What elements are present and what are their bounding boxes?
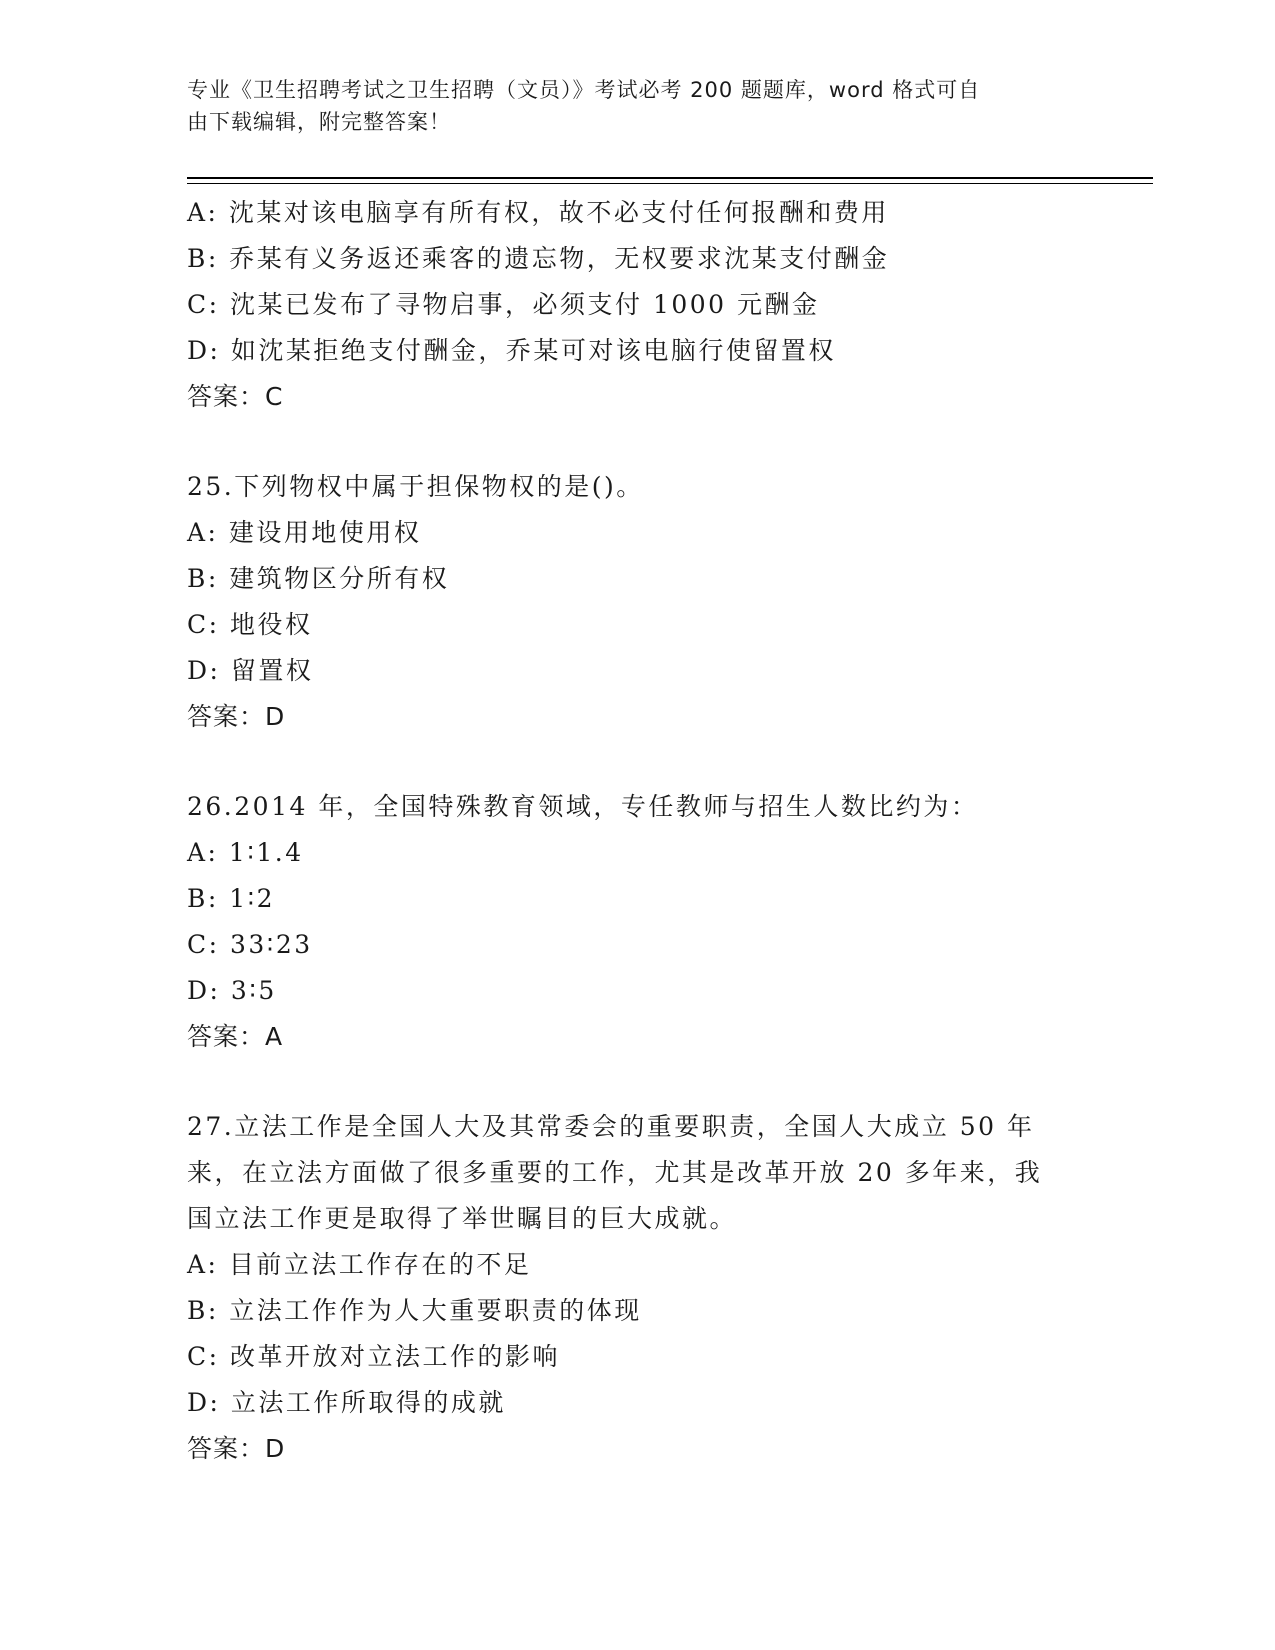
header-rule-thin bbox=[187, 183, 1153, 184]
header-line-1: 专业《卫生招聘考试之卫生招聘（文员）》考试必考 200 题题库，word 格式可自 bbox=[187, 78, 981, 102]
option-d: D: 留置权 bbox=[187, 656, 314, 685]
answer: 答案：A bbox=[187, 1022, 284, 1051]
question-text-line-1: 27.立法工作是全国人大及其常委会的重要职责，全国人大成立 50 年 bbox=[187, 1112, 1035, 1141]
spacer bbox=[187, 740, 1087, 784]
option-b: B: 乔某有义务返还乘客的遗忘物，无权要求沈某支付酬金 bbox=[187, 244, 890, 273]
document-header bbox=[187, 74, 1067, 138]
option-c: C: 33∶23 bbox=[187, 930, 313, 959]
document-body bbox=[187, 190, 1087, 1472]
option-a: A: 1∶1.4 bbox=[187, 838, 304, 867]
option-d: D: 如沈某拒绝支付酬金，乔某可对该电脑行使留置权 bbox=[187, 336, 836, 365]
answer: 答案：C bbox=[187, 382, 284, 411]
option-c: C: 沈某已发布了寻物启事，必须支付 1000 元酬金 bbox=[187, 290, 820, 319]
option-b: B: 1∶2 bbox=[187, 884, 276, 913]
question-text-line-3: 国立法工作更是取得了举世瞩目的巨大成就。 bbox=[187, 1204, 738, 1233]
option-d: D: 3∶5 bbox=[187, 976, 277, 1005]
answer: 答案：D bbox=[187, 702, 286, 731]
option-b: B: 建筑物区分所有权 bbox=[187, 564, 450, 593]
option-b: B: 立法工作作为人大重要职责的体现 bbox=[187, 1296, 642, 1325]
question-text: 26.2014 年，全国特殊教育领域，专任教师与招生人数比约为： bbox=[187, 792, 979, 821]
question-26 bbox=[187, 784, 1087, 1060]
header-rule-thick bbox=[187, 177, 1153, 179]
option-d: D: 立法工作所取得的成就 bbox=[187, 1388, 506, 1417]
option-c: C: 改革开放对立法工作的影响 bbox=[187, 1342, 560, 1371]
answer: 答案：D bbox=[187, 1434, 286, 1463]
spacer bbox=[187, 1060, 1087, 1104]
option-a: A: 目前立法工作存在的不足 bbox=[187, 1250, 532, 1279]
question-24 bbox=[187, 190, 1087, 420]
option-c: C: 地役权 bbox=[187, 610, 313, 639]
option-a: A: 建设用地使用权 bbox=[187, 518, 422, 547]
question-25 bbox=[187, 464, 1087, 740]
spacer bbox=[187, 420, 1087, 464]
option-a: A: 沈某对该电脑享有所有权，故不必支付任何报酬和费用 bbox=[187, 198, 889, 227]
question-27 bbox=[187, 1104, 1087, 1472]
header-line-2: 由下载编辑，附完整答案！ bbox=[187, 110, 451, 134]
question-text-line-2: 来，在立法方面做了很多重要的工作，尤其是改革开放 20 多年来，我 bbox=[187, 1158, 1043, 1187]
question-text: 25.下列物权中属于担保物权的是()。 bbox=[187, 472, 644, 501]
